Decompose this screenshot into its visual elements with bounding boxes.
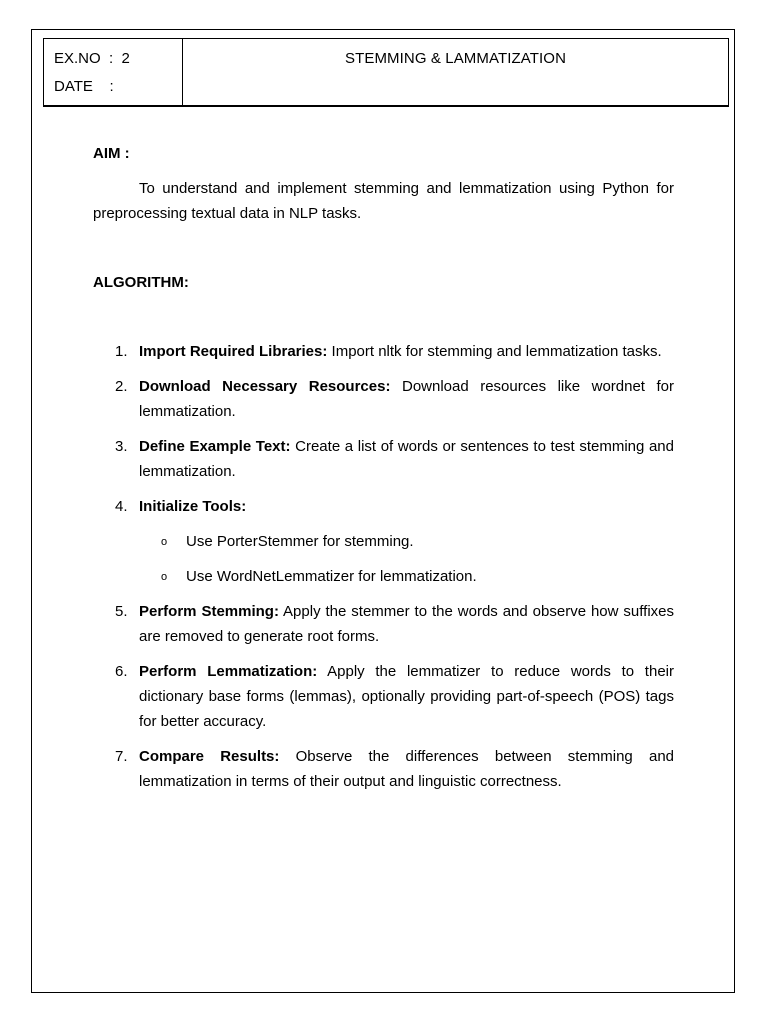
header-left-cell xyxy=(44,39,183,105)
algorithm-step xyxy=(93,599,674,649)
date-label: DATE : xyxy=(54,78,114,95)
step-number: 7. xyxy=(115,748,128,765)
step-number: 5. xyxy=(115,603,128,620)
subitem-text: Use WordNetLemmatizer for lemmatization. xyxy=(186,568,477,585)
step-title: Define Example Text: xyxy=(139,438,291,455)
step-number: 6. xyxy=(115,663,128,680)
algorithm-step xyxy=(93,494,674,589)
algorithm-step xyxy=(93,659,674,734)
algorithm-step xyxy=(93,434,674,484)
subitem xyxy=(139,564,674,589)
subitem-text: Use PorterStemmer for stemming. xyxy=(186,533,414,550)
aim-text: To understand and implement stemming and lemmatization using Python for preprocessing textual data in NLP tasks. xyxy=(93,180,674,222)
circle-bullet-icon: o xyxy=(161,536,168,548)
header-table xyxy=(43,38,729,107)
step-number: 3. xyxy=(115,438,128,455)
document-title: STEMMING & LAMMATIZATION xyxy=(344,50,566,67)
step-number: 4. xyxy=(115,498,128,515)
step-number: 2. xyxy=(115,378,128,395)
step-text: Import nltk for stemming and lemmatization tasks. xyxy=(327,343,662,360)
subitem xyxy=(139,529,674,554)
algorithm-heading: ALGORITHM: xyxy=(93,274,189,291)
step-text: Observe the differences between stemming and lemmatization in terms of their output and linguistic correctness. xyxy=(139,748,674,790)
tool-subitems xyxy=(139,529,674,589)
circle-bullet-icon: o xyxy=(161,571,168,583)
step-text: Apply the lemmatizer to reduce words to their dictionary base forms (lemmas), optionally providing part-of-speech (POS) tags for better accuracy. xyxy=(139,663,674,730)
algorithm-steps xyxy=(93,339,674,794)
step-text: Apply the stemmer to the words and observe how suffixes are removed to generate root forms. xyxy=(139,603,674,645)
exercise-number: EX.NO : 2 xyxy=(54,50,130,67)
step-title: Compare Results: xyxy=(139,748,280,765)
step-text: Download resources like wordnet for lemmatization. xyxy=(139,378,674,420)
algorithm-step xyxy=(93,339,674,364)
step-title: Perform Lemmatization: xyxy=(139,663,318,680)
step-text: Create a list of words or sentences to test stemming and lemmatization. xyxy=(139,438,674,480)
algorithm-step xyxy=(93,744,674,794)
algorithm-step xyxy=(93,374,674,424)
step-title: Download Necessary Resources: xyxy=(139,378,391,395)
aim-heading: AIM : xyxy=(93,145,130,162)
step-title: Import Required Libraries: xyxy=(139,343,328,360)
step-number: 1. xyxy=(115,343,128,360)
document-body xyxy=(93,141,674,804)
step-title: Initialize Tools: xyxy=(139,498,247,515)
step-title: Perform Stemming: xyxy=(139,603,279,620)
